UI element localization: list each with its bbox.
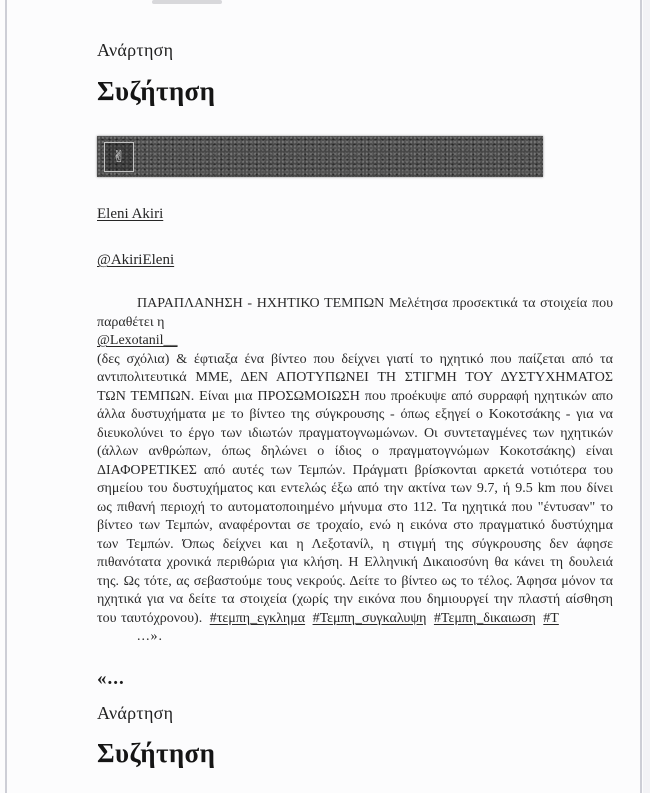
page-edge-left-line (5, 0, 7, 793)
author-handle-row (97, 252, 613, 269)
discussion-heading-bottom: Συζήτηση (97, 738, 216, 768)
author-name-row (97, 206, 613, 223)
hashtag-link[interactable]: #Τεμπη_συγκαλυψη (312, 610, 427, 626)
author-handle-link[interactable]: @AkiriEleni (97, 252, 175, 268)
victory-hand-icon: ✌ (104, 142, 134, 172)
author-name-link[interactable]: Eleni Akiri (97, 206, 164, 222)
hashtag-link[interactable]: #τεμπη_εγκλημα (209, 610, 306, 626)
discussion-heading-top: Συζήτηση (97, 76, 216, 106)
hashtag-link[interactable]: #Τεμπη_δικαιωση (433, 610, 536, 626)
quote-open-ellipsis: «... (97, 668, 125, 689)
mention-link[interactable]: @Lexotanil__ (97, 333, 178, 348)
quote-close-ellipsis: ...». (137, 629, 163, 644)
scan-artifact (152, 0, 222, 4)
redacted-media-banner (97, 136, 543, 177)
hashtag-link[interactable]: #Τ (543, 610, 559, 626)
page-edge-right-line (640, 0, 642, 793)
document-content (97, 40, 613, 769)
post-heading-bottom: Ανάρτηση (97, 703, 174, 723)
post-intro-paragraph: ΠΑΡΑΠΛΑΝΗΣΗ - ΗΧΗΤΙΚΟ ΤΕΜΠΩΝ Μελέτησα προσεκτικά τα στοιχεία που παραθέτει η (97, 296, 613, 330)
post-body-paragraph (97, 332, 613, 628)
post-body-text: (δες σχόλια) & έφτιαξα ένα βίντεο που δείχνει γιατί το ηχητικό που παίζεται από τα αντιπολιτευτικά ΜΜΕ, ΔΕΝ ΑΠΟΤΥΠΩΝΕΙ ΤΗ ΣΤΙΓΜΗ ΤΟΥ ΔΥΣΤΥΧΗΜΑΤΟΣ ΤΩΝ ΤΕΜΠΩΝ. Είναι μια ΠΡΟΣΩΜΟΙΩΣΗ που προέκυψε από συρραφή ηχητικών απο άλλα δυστυχήματα με το βίντεο της σύγκρουσης - όπως εξηγεί ο Κοκοτσάκης - για να διευκολύνει το έργο των ιδιωτών πραγματογνωμώνων. Οι συντεταγμένες των ηχητικών (άλλων ανθρώπων, όπως δηλώνει ο ίδιος ο πραγματογνώμων Κοκοτσάκης) είναι ΔΙΑΦΟΡΕΤΙΚΕΣ από αυτές των Τεμπών. Πράγματι βρίσκονται αρκετά νοτιότερα του σημείου του δυστυχήματος και εντελώς έξω από την ακτίνα των 9.7, ή 9.5 km που δίνει ως πιθανή περιοχή το αυτοματοποιημένο μήνυμα στο 112. Τα ηχητικά που "έντυσαν" το βίντεο των Τεμπών, αναφέρονται σε τροχαίο, ενώ η εικόνα στο πραγματικό δυστύχημα των Τεμπών. Όπως δείχνει και η Λεξοτανίλ, η στιγμή της σύγκρουσης δεν άφησε πιθανότατα χρονικά περιθώρια για κλήση. Η Ελληνική Δικαιοσύνη θα κάνει τη δουλειά της. Ως τότε, ας σεβαστούμε τους νεκρούς. Δείτε το βίντεο ως το τέλος. Άφησα μόνον τα ηχητικά για να δείτε τα στοιχεία (χωρίς την εικόνα που δημιουργεί την πλαστή αίσθηση του ταυτόχρονου). (97, 351, 613, 626)
post-heading-top: Ανάρτηση (97, 40, 174, 60)
scan-right-margin (643, 0, 650, 793)
